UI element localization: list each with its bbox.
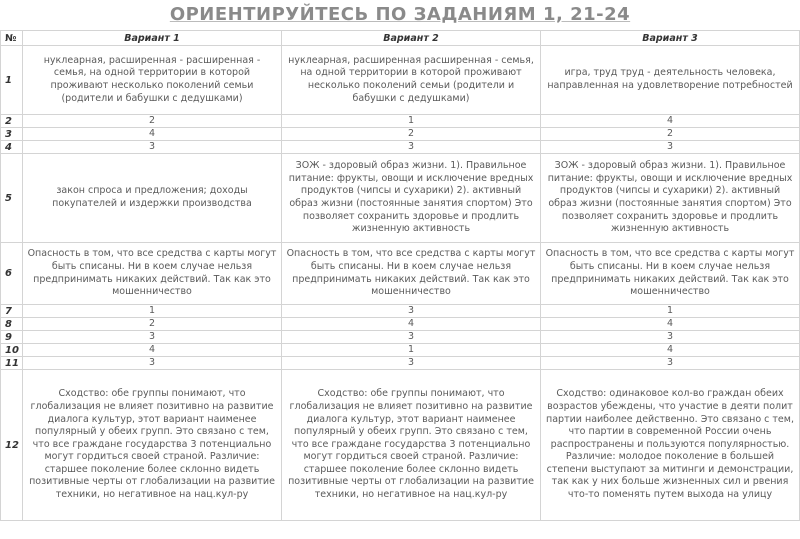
answer-v3: 3 (541, 357, 800, 370)
header-row (1, 31, 800, 46)
answer-v3: 4 (541, 115, 800, 128)
answers-table (0, 30, 800, 521)
answer-v2: 2 (282, 128, 541, 141)
answer-v1: 3 (23, 141, 282, 154)
table-row (1, 46, 800, 115)
header-number: № (1, 31, 23, 46)
answer-v1: 3 (23, 357, 282, 370)
header-variant-1: Вариант 1 (23, 31, 282, 46)
table-row (1, 305, 800, 318)
table-row (1, 331, 800, 344)
header-variant-3: Вариант 3 (541, 31, 800, 46)
answer-v3: Опасность в том, что все средства с карты могут быть списаны. Ни в коем случае нельзя предпринимать никаких действий. Так как это мошенничество (541, 243, 800, 305)
row-number: 7 (1, 305, 23, 318)
answer-v1: 2 (23, 115, 282, 128)
answer-v3: ЗОЖ - здоровый образ жизни. 1). Правильное питание: фрукты, овощи и исключение вредных продуктов (чипсы и сухарики) 2). активный образ жизни (постоянные занятия спортом) Это позволяет сохранить здоровье и продлить жизненную активность (541, 154, 800, 243)
answer-v3: 3 (541, 141, 800, 154)
header-variant-2: Вариант 2 (282, 31, 541, 46)
row-number: 10 (1, 344, 23, 357)
answer-v2: 1 (282, 115, 541, 128)
row-number: 2 (1, 115, 23, 128)
row-number: 8 (1, 318, 23, 331)
table-row (1, 344, 800, 357)
table-row (1, 141, 800, 154)
row-number: 3 (1, 128, 23, 141)
answer-v3: 4 (541, 344, 800, 357)
answer-v1: нуклеарная, расширенная - расширенная - семья, на одной территории в которой проживают несколько поколений семьи (родители и бабушки с дедушками) (23, 46, 282, 115)
answer-v1: 3 (23, 331, 282, 344)
row-number: 6 (1, 243, 23, 305)
answer-v1: 2 (23, 318, 282, 331)
answer-v1: Опасность в том, что все средства с карты могут быть списаны. Ни в коем случае нельзя предпринимать никаких действий. Так как это мошенничество (23, 243, 282, 305)
table-row (1, 243, 800, 305)
page-title: ОРИЕНТИРУЙТЕСЬ ПО ЗАДАНИЯМ 1, 21-24 (169, 4, 631, 25)
answer-v2: 1 (282, 344, 541, 357)
answer-v3: Сходство: одинаковое кол-во граждан обеих возрастов убеждены, что участие в деяти полит партии наиболее действенно. Это связано с тем, что партии в современной России очень распространены и пользуются популярностью. Различие: молодое поколение в большей степени выступают за митинги и демонстрации, так как у них больше жизненных сил и рвения что-то поменять путем выхода на улицу (541, 370, 800, 521)
answer-v3: 3 (541, 331, 800, 344)
table-row (1, 370, 800, 521)
row-number: 12 (1, 370, 23, 521)
answer-v1: закон спроса и предложения; доходы покупателей и издержки производства (23, 154, 282, 243)
answer-v2: Опасность в том, что все средства с карты могут быть списаны. Ни в коем случае нельзя предпринимать никаких действий. Так как это мошенничество (282, 243, 541, 305)
row-number: 9 (1, 331, 23, 344)
table-row (1, 318, 800, 331)
row-number: 5 (1, 154, 23, 243)
answer-v2: Сходство: обе группы понимают, что глобализация не влияет позитивно на развитие диалога культур, этот вариант наименее популярный у обеих групп. Это связано с тем, что все граждане государства 3 потенциально могут гордиться своей страной. Различие: старшее поколение более склонно видеть позитивные черты от глобализации на развитие техники, но негативное на нац.кул-ру (282, 370, 541, 521)
answer-v3: 2 (541, 128, 800, 141)
table-row (1, 128, 800, 141)
row-number: 4 (1, 141, 23, 154)
answer-v3: 1 (541, 305, 800, 318)
answer-v2: нуклеарная, расширенная расширенная - семья, на одной территории в которой проживают несколько поколений семьи (родители и бабушки с дедушками) (282, 46, 541, 115)
answer-v3: игра, труд труд - деятельность человека, направленная на удовлетворение потребностей (541, 46, 800, 115)
answer-v2: 3 (282, 331, 541, 344)
answer-v2: ЗОЖ - здоровый образ жизни. 1). Правильное питание: фрукты, овощи и исключение вредных продуктов (чипсы и сухарики) 2). активный образ жизни (постоянные занятия спортом) Это позволяет сохранить здоровье и продлить жизненную активность (282, 154, 541, 243)
answer-v2: 4 (282, 318, 541, 331)
table-row (1, 154, 800, 243)
table-row (1, 115, 800, 128)
answer-v1: 4 (23, 344, 282, 357)
answer-v1: 1 (23, 305, 282, 318)
row-number: 1 (1, 46, 23, 115)
row-number: 11 (1, 357, 23, 370)
answer-v3: 4 (541, 318, 800, 331)
answer-v2: 3 (282, 141, 541, 154)
answer-v1: 4 (23, 128, 282, 141)
answer-v2: 3 (282, 357, 541, 370)
table-row (1, 357, 800, 370)
answer-v2: 3 (282, 305, 541, 318)
answer-v1: Сходство: обе группы понимают, что глобализация не влияет позитивно на развитие диалога культур, этот вариант наименее популярный у обеих групп. Это связано с тем, что все граждане государства 3 потенциально могут гордиться своей страной. Различие: старшее поколение более склонно видеть позитивные черты от глобализации на развитие техники, но негативное на нац.кул-ру (23, 370, 282, 521)
